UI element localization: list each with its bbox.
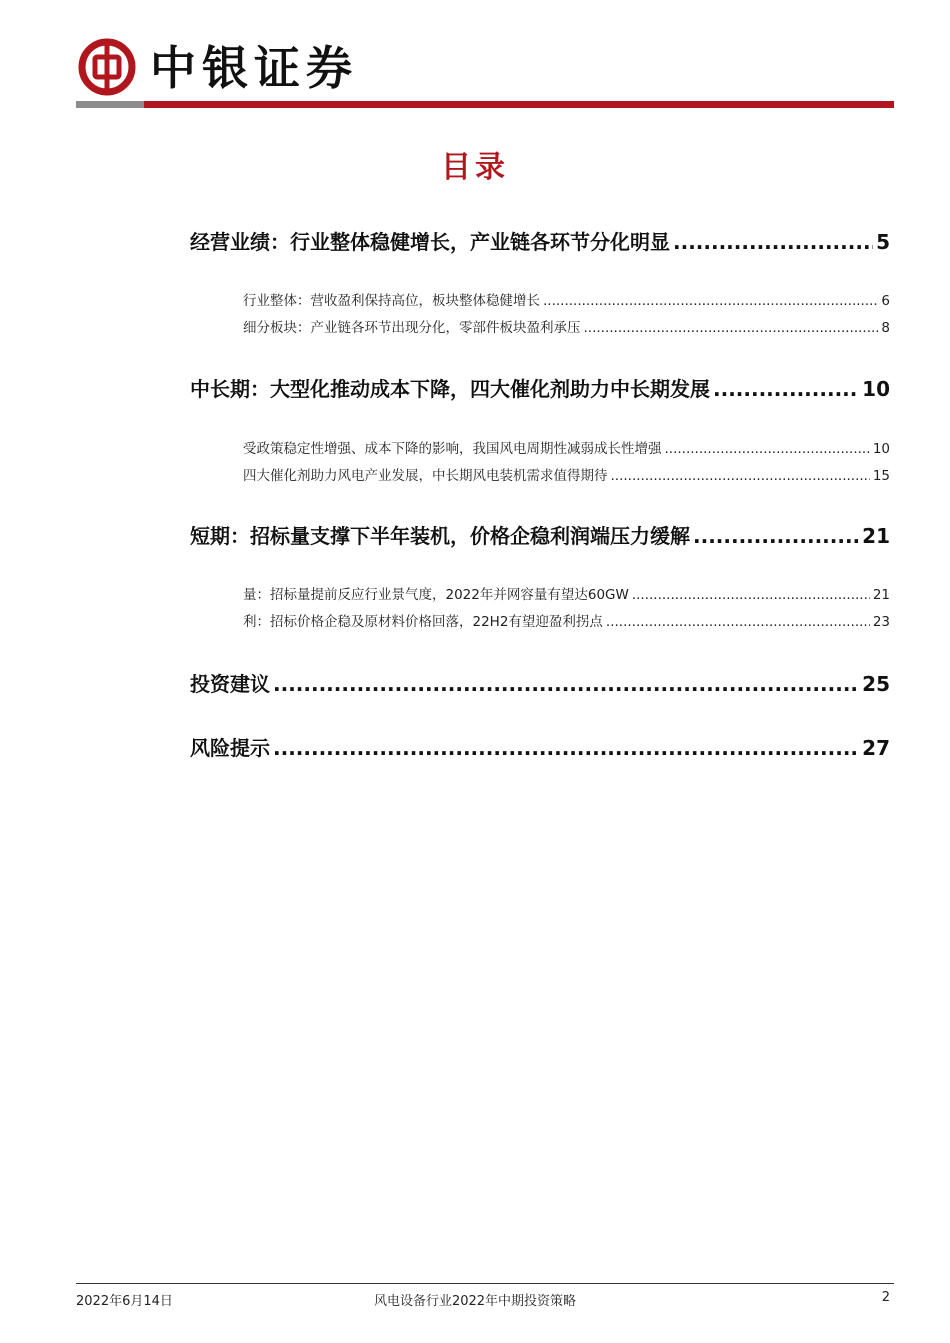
- toc-leader-dots: [611, 468, 870, 484]
- toc-entry-page: 21: [862, 524, 890, 548]
- toc-entry[interactable]: [243, 610, 890, 630]
- toc-entry[interactable]: [243, 583, 890, 603]
- toc-entry[interactable]: [243, 316, 890, 336]
- toc-entry-title: 量：招标量提前反应行业景气度，2022年并网容量有望达60GW: [243, 587, 629, 603]
- toc-entry[interactable]: [190, 668, 890, 697]
- toc-entry-page: 23: [872, 614, 890, 630]
- toc-entry[interactable]: [243, 464, 890, 484]
- toc-entry[interactable]: [190, 732, 890, 761]
- toc-entry-page: 27: [862, 736, 890, 760]
- toc-leader-dots: [693, 524, 859, 548]
- toc-title: 目录: [441, 150, 509, 185]
- toc-entry-page: 5: [876, 230, 890, 254]
- footer-report-title: 风电设备行业2022年中期投资策略: [373, 1294, 577, 1309]
- toc-entry[interactable]: [190, 373, 890, 402]
- page-header: [0, 0, 950, 112]
- toc-entry-page: 6: [881, 293, 890, 309]
- toc-leader-dots: [584, 320, 879, 336]
- toc-entry[interactable]: [243, 289, 890, 309]
- toc-entry-page: 10: [872, 441, 890, 457]
- toc-entry-page: 10: [862, 377, 890, 401]
- toc-leader-dots: [543, 293, 878, 309]
- toc-leader-dots: [673, 230, 873, 254]
- toc-entry-page: 8: [881, 320, 890, 336]
- toc-entry-title: 行业整体：营收盈利保持高位，板块整体稳健增长: [243, 293, 540, 309]
- toc-entry-title: 四大催化剂助力风电产业发展，中长期风电装机需求值得期待: [243, 468, 608, 484]
- toc-entry-title: 投资建议: [190, 672, 270, 696]
- toc-entry[interactable]: [243, 437, 890, 457]
- toc-entry-title: 利：招标价格企稳及原材料价格回落，22H2有望迎盈利拐点: [243, 614, 603, 630]
- toc-entry[interactable]: [190, 520, 890, 549]
- toc-entry-title: 经营业绩：行业整体稳健增长，产业链各环节分化明显: [190, 230, 670, 254]
- toc-entry-page: 15: [872, 468, 890, 484]
- footer-date: 2022年6月14日: [76, 1294, 173, 1309]
- toc-leader-dots: [665, 441, 870, 457]
- toc-entry-title: 受政策稳定性增强、成本下降的影响，我国风电周期性减弱成长性增强: [243, 441, 662, 457]
- toc-leader-dots: [606, 614, 870, 630]
- toc-entry-title: 风险提示: [190, 736, 270, 760]
- toc-entry-page: 25: [862, 672, 890, 696]
- toc-leader-dots: [273, 672, 859, 696]
- toc-entry-page: 21: [872, 587, 890, 603]
- footer-divider: [76, 1283, 894, 1284]
- toc-entry-title: 中长期：大型化推动成本下降，四大催化剂助力中长期发展: [190, 377, 710, 401]
- brand-name: 中银证券: [150, 41, 358, 95]
- footer-page-number: 2: [881, 1290, 890, 1305]
- toc-leader-dots: [713, 377, 859, 401]
- bank-of-china-logo-icon: [78, 38, 136, 96]
- toc-leader-dots: [273, 736, 859, 760]
- toc-leader-dots: [632, 587, 870, 603]
- toc-entry-title: 细分板块：产业链各环节出现分化，零部件板块盈利承压: [243, 320, 581, 336]
- header-divider-red: [144, 101, 894, 108]
- toc-entry[interactable]: [190, 226, 890, 255]
- toc-entry-title: 短期：招标量支撑下半年装机，价格企稳利润端压力缓解: [190, 524, 690, 548]
- header-divider-gray: [76, 101, 144, 108]
